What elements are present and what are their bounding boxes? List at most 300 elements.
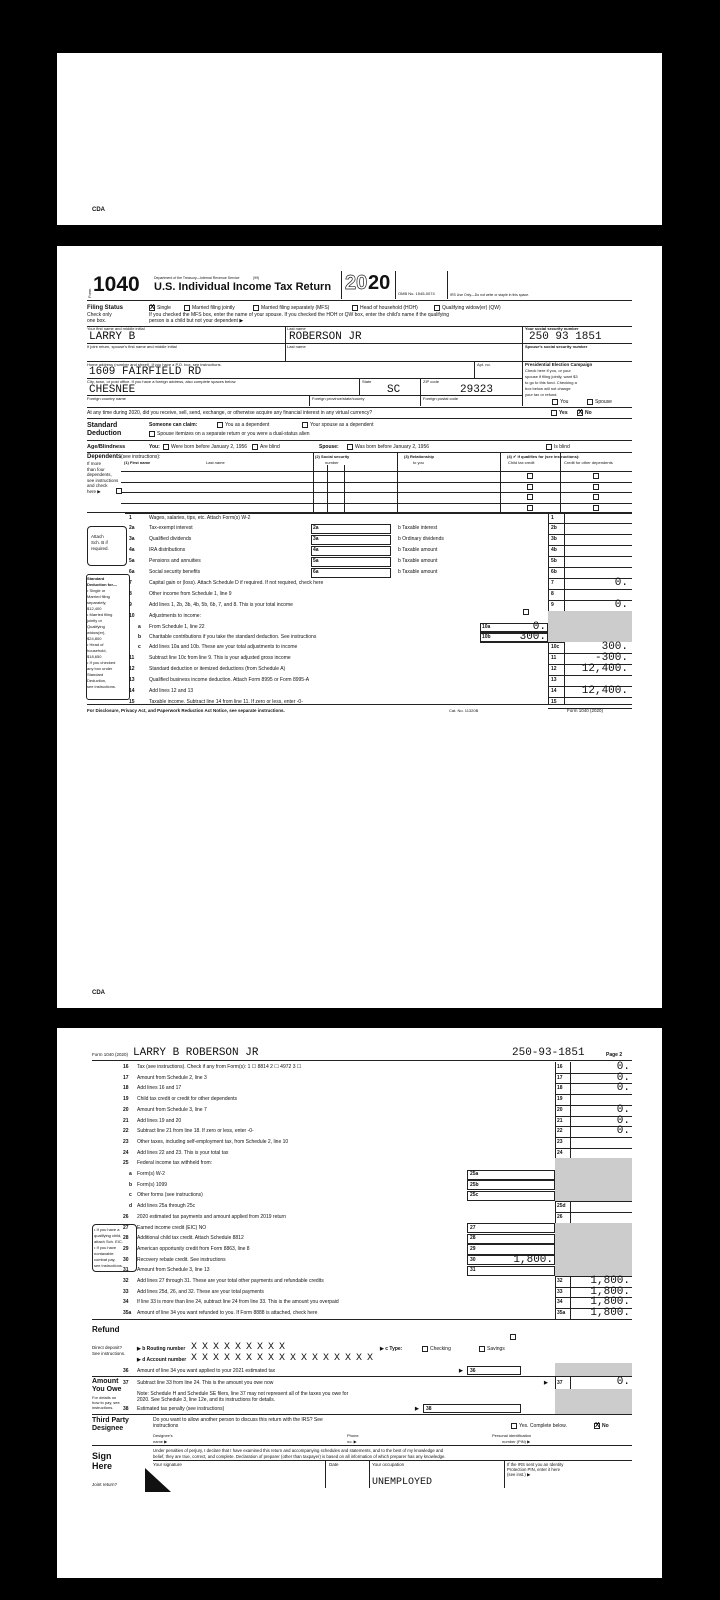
dependent-ctc-checkbox[interactable] xyxy=(527,505,533,511)
std-side-line: widow(er), xyxy=(87,630,106,635)
eic-side-line: see instructions. xyxy=(94,1263,123,1268)
age-you-label: You: xyxy=(149,444,160,450)
line-col-code: 1 xyxy=(551,515,554,521)
inline-amount-box[interactable] xyxy=(311,546,391,556)
line-number: 21 xyxy=(123,1117,129,1124)
line-desc: Add lines 12 and 13 xyxy=(149,688,194,694)
line-desc: IRA distributions xyxy=(149,547,186,553)
third-party-yes-checkbox[interactable] xyxy=(511,1423,517,1429)
line-number: 30 xyxy=(123,1256,129,1263)
taxpayer-name-header[interactable]: LARRY B ROBERSON JR xyxy=(133,1047,259,1059)
line-number: 16 xyxy=(123,1064,129,1070)
line-amount-value[interactable]: 0. xyxy=(616,1061,630,1073)
inline-box-label: 31 xyxy=(470,1267,476,1274)
line-desc: Earned income credit (EIC) NO xyxy=(137,1224,207,1231)
dependents-side-line: dependents, xyxy=(87,472,112,477)
someone-can-claim: Someone can claim: xyxy=(149,422,198,428)
line-col-code: 5b xyxy=(551,558,557,564)
zip-label: ZIP code xyxy=(423,379,439,384)
inline-amount-box[interactable] xyxy=(467,1180,555,1190)
inline-box-label: 10b xyxy=(482,634,491,640)
line-desc: Additional child tax credit. Attach Schedule 8812 xyxy=(137,1235,244,1242)
third-party-label-2: Designee xyxy=(92,1425,124,1432)
spouse-blind-checkbox[interactable] xyxy=(546,444,552,450)
attach-note-line: Attach xyxy=(91,534,104,539)
disclosure-notice: For Disclosure, Privacy Act, and Paperwork Reduction Act Notice, see separate instructions. xyxy=(87,708,285,713)
filing-mfj-checkbox[interactable] xyxy=(184,305,190,311)
you-born-before-checkbox[interactable] xyxy=(163,444,169,450)
ssn-label: Your social security number xyxy=(525,326,579,331)
age-spouse-label: Spouse: xyxy=(319,444,339,450)
line-number: 7 xyxy=(129,580,132,586)
line-col-code: 13 xyxy=(551,677,557,683)
line-38-box[interactable] xyxy=(423,1404,521,1413)
line-amount-value[interactable]: 0. xyxy=(614,599,628,611)
filing-mfs-checkbox[interactable] xyxy=(253,305,259,311)
filing-note-1: If you checked the MFS box, enter the name of your spouse. If you checked the HOH or QW box, enter the child's name if the qualifying xyxy=(149,312,449,318)
line-col-code: 16 xyxy=(557,1064,563,1070)
line-number: a xyxy=(129,1171,132,1177)
last-name-value[interactable]: ROBERSON JR xyxy=(289,331,362,343)
line-amount-value[interactable]: 12,400. xyxy=(581,685,628,697)
line-number: 32 xyxy=(123,1278,129,1284)
line-amount-value[interactable]: 12,400. xyxy=(581,663,628,675)
vc-yes-checkbox[interactable] xyxy=(551,410,557,416)
line-desc: Other income from Schedule 1, line 9 xyxy=(149,591,232,597)
inline-amount-box[interactable] xyxy=(467,1234,555,1244)
inline-box-label: 27 xyxy=(470,1224,476,1231)
line-number: 8 xyxy=(129,591,132,597)
virtual-currency-question: At any time during 2020, did you receive, sell, send, exchange, or otherwise acquire any financial interest in any virtual currency? xyxy=(87,410,373,416)
line-desc: Tax-exempt interest xyxy=(149,525,193,531)
owe-note-1: Note: Schedule H and Schedule SE filers, line 37 may not represent all of the taxes you owe for xyxy=(137,1391,349,1397)
dep-col-last-name: Last name xyxy=(206,460,225,465)
dependent-odc-checkbox[interactable] xyxy=(593,494,599,500)
first-name-value[interactable]: LARRY B xyxy=(89,331,136,343)
direct-deposit-see: See instructions. xyxy=(92,1351,126,1356)
page-2-form-1040 xyxy=(57,246,662,1008)
sd-option-3: Spouse itemizes on a separate return or you were a dual-status alien xyxy=(157,431,310,437)
line-desc: Tax (see instructions). Check if any from Form(s): 1 ☐ 8814 2 ☐ 4972 3 ☐ xyxy=(137,1064,302,1070)
std-side-line: Deduction, xyxy=(87,678,107,683)
routing-number-field[interactable]: X X X X X X X X X xyxy=(191,1342,285,1353)
code-text: (99) xyxy=(253,276,260,280)
line-amount-value[interactable]: 1,800. xyxy=(590,1285,630,1298)
page-footer-cda: CDA xyxy=(92,990,105,996)
zip-value[interactable]: 29323 xyxy=(460,384,494,396)
you-blind-label: Are blind xyxy=(260,444,280,450)
line-amount-value[interactable]: 0. xyxy=(616,1114,630,1127)
spouse-born-before-checkbox[interactable] xyxy=(347,444,353,450)
line-number: 29 xyxy=(123,1245,129,1252)
sd-spouse-dependent-checkbox[interactable] xyxy=(302,422,308,428)
line-desc: Amount from Schedule 3, line 7 xyxy=(137,1106,207,1113)
filing-option-mfj: Married filing jointly xyxy=(192,305,235,311)
more-dependents-checkbox[interactable] xyxy=(116,488,122,494)
line-amount-value[interactable]: 0. xyxy=(614,577,628,589)
vc-no-label: No xyxy=(585,410,592,416)
line-col-code: 3b xyxy=(551,536,557,542)
standard-deduction-label-1: Standard xyxy=(87,422,118,429)
line-desc: Capital gain or (loss). Attach Schedule D if required. If not required, check here xyxy=(149,580,324,586)
page-1 xyxy=(57,53,662,225)
spouse-blind-label: Is blind xyxy=(554,444,570,450)
inline-amount-value[interactable]: 0. xyxy=(532,621,546,633)
std-side-line: $12,400 xyxy=(87,606,102,611)
eic-side-line: nontaxable xyxy=(94,1251,114,1256)
inline-box-label: 25a xyxy=(470,1171,479,1177)
line-desc: Subtract line 21 from line 18. If zero or less, enter -0- xyxy=(137,1128,254,1135)
dep-col-qualifies: (4) ✔ if qualifies for (see instructions): xyxy=(507,454,580,459)
inline-amount-box[interactable] xyxy=(311,524,391,534)
pec-spouse-checkbox[interactable] xyxy=(587,399,593,405)
first-name-label: Your first name and middle initial xyxy=(87,326,145,331)
line-37-value[interactable]: 0. xyxy=(616,1376,630,1388)
std-side-line: • Single or xyxy=(87,588,106,593)
dependents-side-line: If more xyxy=(87,461,102,466)
dependent-ctc-checkbox[interactable] xyxy=(527,484,533,490)
line-number: 27 xyxy=(123,1224,129,1231)
pec-text-3: to go to this fund. Checking a xyxy=(525,380,577,385)
line-desc: Qualified business income deduction. Attach Form 8995 or Form 8995-A xyxy=(149,677,310,683)
dependent-ctc-checkbox[interactable] xyxy=(527,494,533,500)
line-amount-value[interactable]: 0. xyxy=(616,1125,630,1138)
taxpayer-ssn-header[interactable]: 250-93-1851 xyxy=(512,1047,585,1059)
address-value[interactable]: 1609 FAIRFIELD RD xyxy=(89,366,202,378)
ip-pin-text-2: Protection PIN, enter it here xyxy=(507,1467,561,1472)
line-desc: 2020 estimated tax payments and amount applied from 2019 return xyxy=(137,1213,286,1220)
line-amount-value[interactable]: 0. xyxy=(616,1103,630,1116)
sd-spouse-itemizes-checkbox[interactable] xyxy=(149,431,155,437)
sd-you-dependent-checkbox[interactable] xyxy=(217,422,223,428)
line-number: 2a xyxy=(129,525,135,531)
sd-option-1: You as a dependent xyxy=(225,422,270,428)
sign-label-1: Sign xyxy=(92,1451,112,1461)
line-col-code: 25d xyxy=(557,1203,566,1210)
vc-no-checkbox[interactable] xyxy=(577,410,583,416)
page-footer-cda: CDA xyxy=(92,207,105,213)
line-desc: Add lines 27 through 31. These are your total other payments and refundable credits xyxy=(137,1278,324,1284)
pec-text-2: spouse if filing jointly, want $3 xyxy=(525,374,578,379)
line-desc: Add lines 16 and 17 xyxy=(137,1085,182,1092)
line-desc: From Schedule 1, line 22 xyxy=(149,624,205,630)
line-col-code: 7 xyxy=(551,580,554,586)
owe-details-1: For details on xyxy=(92,1395,117,1400)
std-side-line: • If you checked xyxy=(87,660,116,665)
line-number: 25 xyxy=(123,1160,129,1167)
line-number: c xyxy=(129,1192,132,1199)
city-value[interactable]: CHESNEE xyxy=(89,384,136,396)
designee-label: Designee's xyxy=(153,1433,173,1438)
line-col-code: 19 xyxy=(557,1096,563,1103)
std-side-line: • Married filing xyxy=(87,612,113,617)
line-number: 23 xyxy=(123,1138,129,1145)
line-number: 4a xyxy=(129,547,135,553)
vc-yes-label: Yes xyxy=(559,410,568,416)
std-side-line: Qualifying xyxy=(87,624,105,629)
apt-label: Apt. no. xyxy=(477,362,491,367)
dep-col-ssn: (2) Social security xyxy=(315,454,350,459)
line-desc: Add lines 25d, 26, and 32. These are your total payments xyxy=(137,1288,264,1295)
line-desc: Charitable contributions if you take the standard deduction. See instructions xyxy=(149,634,317,640)
dep-col-ssn-2: number xyxy=(325,460,339,465)
line-36-box-label: 36 xyxy=(470,1368,476,1374)
ip-pin-text-3: (see inst.) ▶ xyxy=(507,1472,531,1477)
amount-you-owe-label-2: You Owe xyxy=(92,1386,122,1393)
dependents-side-line: than four xyxy=(87,466,105,472)
line-desc: Add lines 10a and 10b. These are your total adjustments to income xyxy=(149,644,298,650)
line-number: b xyxy=(138,634,142,640)
inline-amount-box[interactable] xyxy=(311,557,391,567)
line-number: 20 xyxy=(123,1106,129,1113)
form-title: U.S. Individual Income Tax Return xyxy=(154,281,332,293)
sd-option-2: Your spouse as a dependent xyxy=(310,422,374,428)
designee-phone-no-label: no. ▶ xyxy=(347,1439,357,1444)
state-value[interactable]: SC xyxy=(387,384,401,396)
filing-single-checkbox[interactable] xyxy=(149,305,155,311)
account-number-field[interactable]: X X X X X X X X X X X X X X X X X xyxy=(191,1353,373,1364)
line-desc: Standard deduction or itemized deductions (from Schedule A) xyxy=(149,666,286,672)
line-desc-b: b Taxable amount xyxy=(398,569,438,575)
line-col-code: 4b xyxy=(551,547,557,553)
owe-note-2: 2020. See Schedule 3, line 12e, and its instructions for details. xyxy=(137,1397,276,1403)
amount-you-owe-label-1: Amount xyxy=(92,1378,119,1385)
owe-details-3: instructions. xyxy=(92,1405,114,1410)
signature-label: Your signature xyxy=(153,1462,182,1467)
line-number: 10 xyxy=(129,613,135,619)
page-3-form-1040-page-2: Form 1040 (2020) LARRY B ROBERSON JR 250-93-1851 Page 2 Refund Direct deposit? See instructions. ▶ b Routing number X X X X X X X X X ▶ c Type: Checking Savings ▶ d Account number X X X X X X X X X X X X X X X X X 36 Amount of line 34 you want applied to your 2021 estimated tax ▶ 36 Amount You Owe For details on how to pay, see instructions. 37 Subtract line 33 from line 24. This is the amount you owe now ▶ 37 0. Note: Schedule H and Schedule SE filers, line 37 may not represent all of the taxes you owe for 2020. See Schedule 3, line 12e, and its instructions for details. 38 Estimated tax penalty (see instructions) ▶ 38 Third Party Designee Do you want to allow another person to discuss this return with the IRS? See instructions Yes. Complete below. X No Designee's name ▶ Phone no. ▶ Personal identification number (PIN) ▶ Sign Here Under penalties of perjury, I declare that I have examined this return and accompanying schedules and statements, and to the best of my knowledge and belief, they are true, correct, and complete. Declaration of preparer (other than taxpayer) is based on all information of which preparer has any knowledge. Your signature Date Your occupation UNEMPLOYED If the IRS sent you an Identity Protection PIN, enter it here (see inst.) ▶ Joint return? • If you have a qualifying child, attach Sch. EIC. • If you have nontaxable combat pay, see instructions. 16 Tax (see instructions). Check if any from Form(s): 1 ☐ 8814 2 ☐ 4972 3 ☐ 16 0. 17 Amount from Schedule 2, line 3 17 0. 18 Add lines 16 and 17 18 0. 19 Child tax credit or credit for other dependents 19 20 Amount from Schedule 3, line 7 20 0. 21 Add lines 19 and 20 21 0. 22 Subtract line 21 from line 18. If zero or less, enter -0- 22 0. 23 Other taxes, including self-employment tax, from Schedule 2, line 10 23 24 Add lines 22 and 23. This is your total tax 24 25 Federal income tax withheld from: a Form(s) W-2 25a b Form(s) 1099 25b c Other forms (see instructions) 25c d Add lines 25a through 25c 25d 26 2020 estimated tax payments and amount applied from 2019 return 26 27 Earned income credit (EIC) NO 27 28 Additional child tax credit. Attach Schedule 8812 28 29 American opportunity credit from Form 8863, line 8 29 30 Recovery rebate credit. See instructions 30 1,800. 31 Amount from Schedule 3, line 13 31 32 Add lines 27 through 31. These are your total other payments and refundable credits 32 1,800. 33 Add lines 25d, 26, and 32. These are your total payments 33 1,800. 34 If line 33 is more than line 24, subtract line 24 from line 33. This is the amount you overpaid 34 1,800. 35a Amount of line 34 you want refunded to you. If Form 8888 is attached, check here 35a 1,800. xyxy=(57,1028,662,1578)
inline-amount-box[interactable] xyxy=(311,535,391,545)
inline-amount-box[interactable] xyxy=(467,1223,555,1233)
line-number: 24 xyxy=(123,1149,129,1156)
inline-box-label: 5a xyxy=(313,558,319,564)
inline-amount-box[interactable] xyxy=(467,1266,555,1276)
dependents-label: Dependents xyxy=(87,454,122,460)
inline-box-label: 2a xyxy=(313,525,319,531)
dep-col-odc: Credit for other dependents xyxy=(564,460,613,465)
dep-col-relationship-2: to you xyxy=(413,460,424,465)
line-amount-value[interactable]: 0. xyxy=(616,1071,630,1084)
line-number: 6a xyxy=(129,569,135,575)
line-number: a xyxy=(138,624,141,630)
inline-amount-box[interactable] xyxy=(311,568,391,578)
savings-label: Savings xyxy=(487,1346,505,1352)
line-number: 28 xyxy=(123,1235,129,1242)
filing-qw-checkbox[interactable] xyxy=(434,305,440,311)
joint-return-label: Joint return? xyxy=(92,1482,118,1487)
form-page-2-label: Form 1040 (2020) xyxy=(92,1052,129,1057)
line-col-code: 17 xyxy=(557,1074,563,1081)
line-col-code: 35a xyxy=(557,1310,566,1317)
attach-note-line: Sch. B if xyxy=(91,540,108,545)
occupation-value[interactable]: UNEMPLOYED xyxy=(372,1477,433,1488)
line-col-code: 32 xyxy=(557,1278,563,1284)
form-8888-checkbox[interactable] xyxy=(510,1334,516,1340)
pec-title: Presidential Election Campaign xyxy=(525,362,593,367)
line-amount-value[interactable]: 1,800. xyxy=(590,1296,630,1309)
inline-box-label: 25c xyxy=(470,1192,479,1199)
pec-spouse-label: Spouse xyxy=(595,399,612,405)
perjury-statement-1: Under penalties of perjury, I declare that I have examined this return and accompanying schedules and statements, and to the best of my knowledge and xyxy=(153,1448,444,1453)
standard-deduction-label-2: Deduction xyxy=(87,430,122,437)
line-desc: Pensions and annuities xyxy=(149,558,201,564)
std-side-line: $18,650 xyxy=(87,654,102,659)
date-label: Date xyxy=(329,1462,339,1467)
line-desc: Qualified dividends xyxy=(149,536,192,542)
line-desc: Other taxes, including self-employment tax, from Schedule 2, line 10 xyxy=(137,1138,289,1145)
inline-amount-value[interactable]: 1,800. xyxy=(513,1253,553,1266)
line-number: 33 xyxy=(123,1288,129,1295)
line-desc: Amount of line 34 you want refunded to you. If Form 8888 is attached, check here xyxy=(137,1310,318,1317)
foreign-postal-label: Foreign postal code xyxy=(423,396,459,401)
form-footer: Form 1040 (2020) xyxy=(567,708,604,713)
inline-box-label: 3a xyxy=(313,536,319,542)
inline-amount-value[interactable]: 300. xyxy=(519,631,546,643)
line-desc: Taxable income. Subtract line 14 from line 11. If zero or less, enter -0- xyxy=(149,699,303,705)
line-amount-value[interactable]: 0. xyxy=(616,1082,630,1095)
pec-you-checkbox[interactable] xyxy=(552,399,558,405)
line-number: 19 xyxy=(123,1096,129,1103)
dependent-odc-checkbox[interactable] xyxy=(593,473,599,479)
dep-col-first-name: (1) First name xyxy=(124,460,151,465)
perjury-statement-2: belief, they are true, correct, and complete. Declaration of preparer (other than taxpayer) is based on all information of which preparer has any knowledge. xyxy=(153,1454,446,1459)
home-address-label: Home address (number and street). If you have a P.O. box, see instructions. xyxy=(87,362,222,367)
dependent-odc-checkbox[interactable] xyxy=(593,484,599,490)
designee-pin-label: Personal identification xyxy=(492,1433,532,1438)
inline-box-label: 29 xyxy=(470,1245,476,1252)
cat-number: Cat. No. 11320B xyxy=(449,708,479,713)
third-party-question-1: Do you want to allow another person to discuss this return with the IRS? See xyxy=(153,1417,323,1423)
dependent-odc-checkbox[interactable] xyxy=(593,505,599,511)
check-only-text: Check only xyxy=(87,312,112,318)
line-desc: Social security benefits xyxy=(149,569,201,575)
dependent-ctc-checkbox[interactable] xyxy=(527,473,533,479)
form-number: 1040 xyxy=(93,273,140,296)
age-blindness-label: Age/Blindness xyxy=(87,444,126,450)
page-number: Page 2 xyxy=(606,1052,623,1058)
std-side-line: $24,800 xyxy=(87,636,102,641)
line-col-code: 15 xyxy=(551,699,557,705)
line-37-desc: Subtract line 33 from line 24. This is the amount you owe now xyxy=(137,1380,274,1386)
foreign-province-label: Foreign province/state/county xyxy=(312,396,365,401)
filing-note-2: person is a child but not your dependent ▶ xyxy=(149,318,244,324)
year-suffix: 20 xyxy=(368,272,391,294)
third-party-label-1: Third Party xyxy=(92,1417,129,1424)
dependents-side-line: and check xyxy=(87,483,108,488)
line-desc: If line 33 is more than line 24, subtract line 24 from line 33. This is the amount you overpaid xyxy=(137,1299,339,1306)
dept-text: Department of the Treasury—Internal Revenue Service xyxy=(154,276,240,280)
direct-deposit-label: Direct deposit? xyxy=(92,1345,123,1350)
designee-pin-label-2: number (PIN) ▶ xyxy=(502,1439,531,1444)
sign-label-2: Here xyxy=(92,1461,113,1471)
line-col-code: 18 xyxy=(557,1085,563,1092)
pec-text-4: box below will not change xyxy=(525,386,571,391)
third-party-no-checkbox[interactable] xyxy=(594,1423,600,1429)
account-label: ▶ d Account number xyxy=(137,1357,187,1363)
you-born-before-label: Were born before January 2, 1956 xyxy=(171,444,248,450)
line-38-desc: Estimated tax penalty (see instructions) xyxy=(137,1406,225,1412)
line-col-code: 23 xyxy=(557,1138,563,1145)
std-side-line: separately, xyxy=(87,600,107,605)
std-side-line: • Head of xyxy=(87,642,104,647)
line-desc: Form(s) 1099 xyxy=(137,1181,168,1188)
std-side-line: jointly or xyxy=(87,618,102,623)
checking-label: Checking xyxy=(430,1346,451,1352)
spouse-last-label: Last name xyxy=(287,344,306,349)
line-36-desc: Amount of line 34 you want applied to your 2021 estimated tax xyxy=(137,1368,276,1374)
line-number: 31 xyxy=(123,1267,129,1274)
dep-col-ctc: Child tax credit xyxy=(508,460,535,465)
line-desc-b: b Taxable amount xyxy=(398,558,438,564)
line-number: b xyxy=(129,1181,133,1188)
line-number: c xyxy=(138,644,141,650)
line-desc: Amount from Schedule 3, line 13 xyxy=(137,1267,210,1274)
designee-name-label: name ▶ xyxy=(153,1439,168,1444)
line-col-code: 14 xyxy=(551,688,557,694)
line-number: 22 xyxy=(123,1128,129,1135)
inline-box-label: 28 xyxy=(470,1235,476,1242)
line-36-number: 36 xyxy=(123,1368,129,1374)
spouse-born-before-label: Was born before January 2, 1956 xyxy=(355,444,430,450)
you-blind-checkbox[interactable] xyxy=(252,444,258,450)
ssn-value[interactable]: 250 93 1851 xyxy=(529,331,602,343)
inline-box-label: 6a xyxy=(313,569,319,575)
one-box-text: one box. xyxy=(87,318,107,324)
std-side-line: Standard xyxy=(87,576,105,581)
line-desc: Add lines 1, 2b, 3b, 4b, 5b, 6b, 7, and 8. This is your total income xyxy=(149,602,293,608)
line-desc-b: b Taxable interest xyxy=(398,525,438,531)
line-desc-b: b Ordinary dividends xyxy=(398,536,444,542)
city-label: City, town, or post office. If you have a foreign address, also complete spaces below. xyxy=(87,379,237,384)
line-col-code: 24 xyxy=(557,1149,563,1156)
refund-label: Refund xyxy=(92,1325,120,1334)
line-amount-value[interactable]: -300. xyxy=(594,652,628,664)
line-desc: Form(s) W-2 xyxy=(137,1171,165,1177)
inline-amount-box[interactable] xyxy=(467,1170,555,1180)
line-number: 1 xyxy=(129,515,132,521)
routing-label: ▶ b Routing number xyxy=(137,1346,186,1352)
line-col-code: 6b xyxy=(551,569,557,575)
line-col-code: 26 xyxy=(557,1213,563,1220)
line-amount-value[interactable]: 1,800. xyxy=(590,1307,630,1320)
line-col-code: 33 xyxy=(557,1288,563,1295)
line-number: 5a xyxy=(129,558,135,564)
spouse-first-label: If joint return, spouse's first name and middle initial xyxy=(87,344,177,349)
line-number: 18 xyxy=(123,1085,129,1092)
line-desc: Add lines 22 and 23. This is your total tax xyxy=(137,1149,229,1156)
line7-check-here-checkbox[interactable] xyxy=(523,609,529,615)
line-number: 34 xyxy=(123,1299,129,1306)
savings-checkbox[interactable] xyxy=(479,1346,485,1352)
line-col-code: 20 xyxy=(557,1106,563,1113)
checking-checkbox[interactable] xyxy=(422,1346,428,1352)
owe-details-2: how to pay, see xyxy=(92,1400,120,1405)
line-col-code: 22 xyxy=(557,1128,563,1135)
filing-hoh-checkbox[interactable] xyxy=(352,305,358,311)
year-prefix: 20 xyxy=(345,272,368,294)
line-number: d xyxy=(129,1203,133,1210)
inline-amount-box[interactable] xyxy=(467,1191,555,1201)
line-number: 15 xyxy=(129,699,135,705)
inline-box-label: 25b xyxy=(470,1181,479,1188)
line-amount-value[interactable]: 300. xyxy=(601,641,628,653)
third-party-question-2: instructions xyxy=(153,1423,179,1429)
line-38-number: 38 xyxy=(123,1406,129,1412)
std-side-line: any box under xyxy=(87,666,113,671)
line-number: 3a xyxy=(129,536,135,542)
line-amount-value[interactable]: 1,800. xyxy=(590,1275,630,1287)
line-desc: Recovery rebate credit. See instructions xyxy=(137,1256,226,1263)
